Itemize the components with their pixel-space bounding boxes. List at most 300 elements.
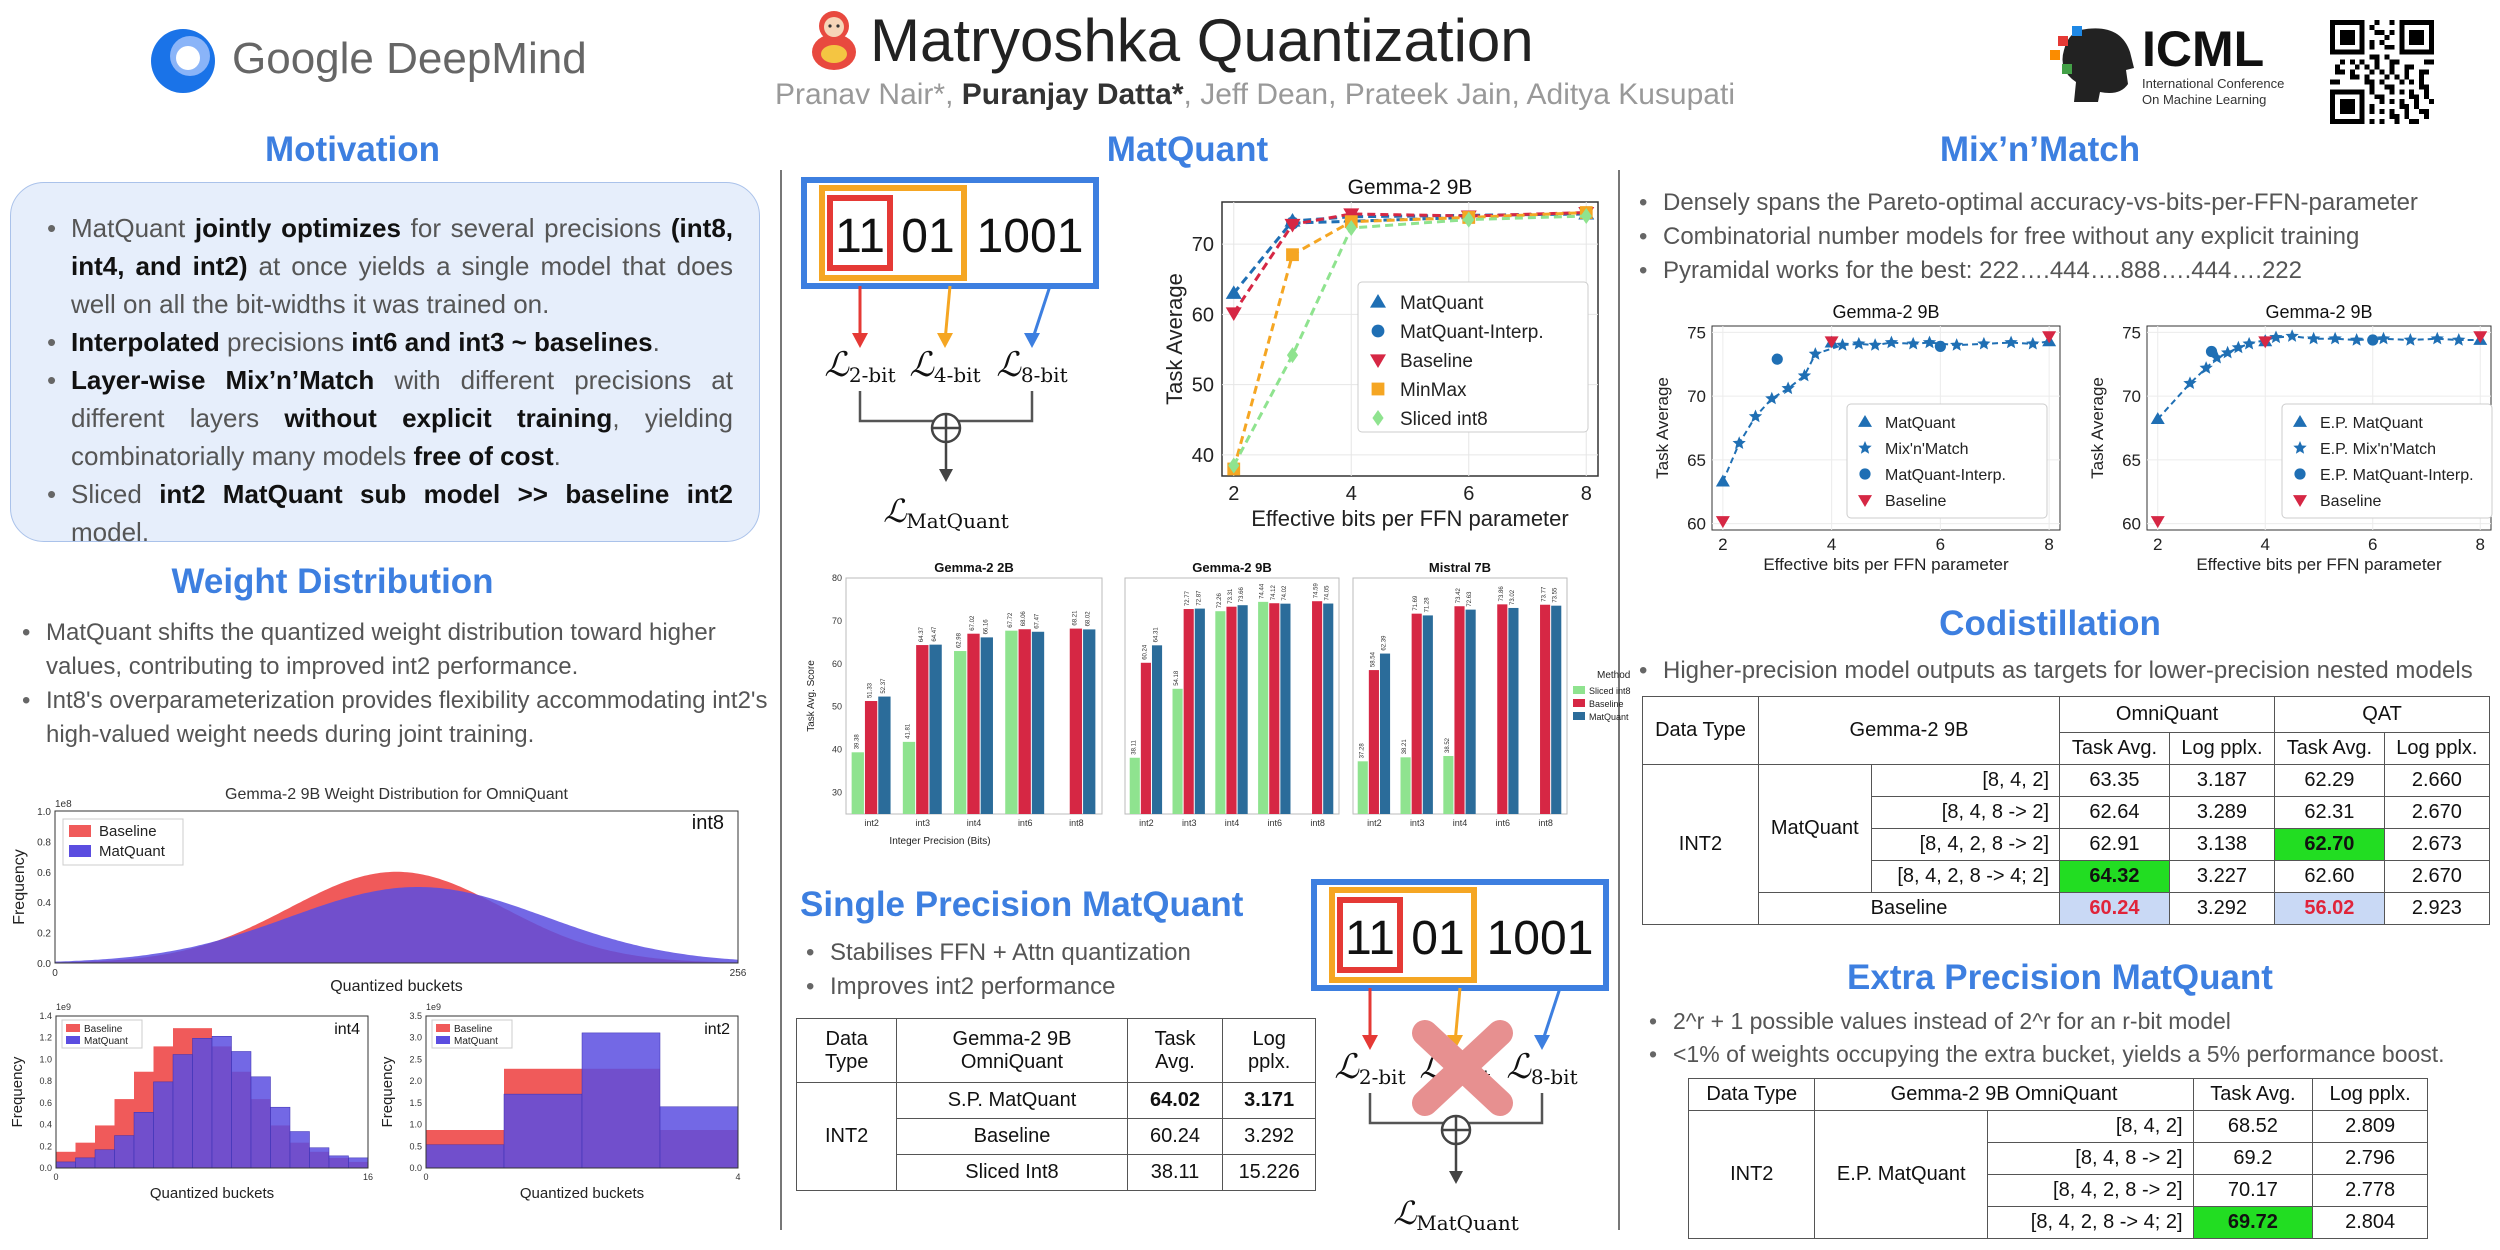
- weight-distribution-heading: Weight Distribution: [171, 562, 494, 601]
- bar: [1323, 604, 1333, 814]
- qr-module: [2330, 79, 2335, 84]
- bar-value-label: 73.77: [1541, 586, 1548, 602]
- qr-module: [2370, 70, 2375, 75]
- x-tick-label: 4: [1826, 535, 1837, 554]
- qr-module: [2409, 119, 2414, 124]
- bit-group-2: 11: [835, 210, 885, 263]
- motivation-bullet: [71, 323, 733, 361]
- table-header-cell: Log pplx.: [2313, 1079, 2428, 1111]
- table-cell: 2.670: [2384, 861, 2489, 893]
- qr-module: [2335, 65, 2340, 70]
- x-tick-label: 8: [1580, 483, 1592, 505]
- bar: [1005, 631, 1017, 814]
- qr-module: [2384, 84, 2389, 89]
- bar: [929, 645, 941, 814]
- qr-module: [2370, 89, 2375, 94]
- qr-module: [2355, 74, 2360, 79]
- qr-module: [2384, 55, 2389, 60]
- qr-module: [2389, 30, 2394, 35]
- table-cell: 62.29: [2275, 765, 2385, 797]
- y-axis-label: Task Average: [2088, 377, 2107, 479]
- qr-module: [2409, 89, 2414, 94]
- motivation-bullets: [41, 209, 733, 551]
- bar: [1238, 605, 1248, 814]
- bar-value-label: 72.63: [1467, 591, 1474, 607]
- table-header-cell: Data Type: [797, 1019, 897, 1083]
- data-point: [2367, 334, 2378, 345]
- matquant-bar: [95, 1150, 115, 1168]
- loss-symbol: ℒ: [909, 345, 934, 385]
- qr-module: [2384, 45, 2389, 50]
- table-cell: 60.24: [2060, 893, 2170, 925]
- loss-term: [1334, 1047, 1405, 1089]
- matquant-line-chart: [1130, 176, 1610, 536]
- y-tick-label: 2.0: [409, 1076, 422, 1087]
- qr-module: [2409, 94, 2414, 99]
- motivation-bullet-text: int2 MatQuant sub model >> baseline int2: [159, 479, 733, 509]
- loss-symbol: ℒ: [996, 345, 1021, 385]
- table-cell: Baseline: [897, 1119, 1127, 1155]
- x-tick-label: 2: [2153, 535, 2163, 554]
- bar: [1312, 601, 1322, 814]
- motivation-bullet-text: precisions: [219, 327, 352, 357]
- bar-value-label: 72.77: [1185, 591, 1192, 607]
- x-tick-label: 8: [2475, 535, 2485, 554]
- qr-module: [2404, 74, 2409, 79]
- chart-title: Gemma-2 9B: [1347, 176, 1473, 199]
- codistillation-heading: Codistillation: [1939, 604, 2161, 643]
- legend-label: Sliced int8: [1400, 409, 1488, 430]
- motivation-bullet-text: .: [652, 327, 660, 357]
- table-row: [1643, 893, 2490, 925]
- mixnmatch-heading: Mix’n’Match: [1939, 130, 2141, 169]
- qr-finder-core: [2409, 30, 2424, 45]
- axis-exponent: 1e9: [426, 1002, 442, 1012]
- table-cell: 3.171: [1223, 1083, 1316, 1119]
- table-header-cell: OmniQuant: [2060, 697, 2275, 733]
- table-cell: [8, 4, 2]: [1987, 1111, 2193, 1143]
- bar-value-label: 74.44: [1259, 583, 1266, 599]
- qr-module: [2360, 60, 2365, 65]
- bar: [1195, 609, 1205, 814]
- motivation-bullet-text: without explicit training: [284, 403, 613, 433]
- qr-module: [2389, 60, 2394, 65]
- qr-module: [2424, 84, 2429, 89]
- extra-precision-bullet: • 2^r + 1 possible values instead of 2^r for an r-bit model: [1673, 1005, 2445, 1038]
- data-type-cell: INT2: [1689, 1111, 1815, 1239]
- matquant-bar: [582, 1033, 660, 1168]
- column-divider-1: [780, 170, 782, 1230]
- y-tick-label: 50: [831, 701, 842, 712]
- y-tick-label: 60: [831, 658, 842, 669]
- y-tick-label: 60: [1191, 304, 1214, 327]
- motivation-bullet-text: Layer-wise Mix’n’Match: [71, 365, 375, 395]
- table-header-cell: Data Type: [1643, 697, 1759, 765]
- bar-value-label: 67.02: [970, 615, 976, 631]
- legend-label: Baseline: [84, 1024, 123, 1035]
- qr-module: [2409, 79, 2414, 84]
- table-cell: 3.289: [2169, 797, 2274, 829]
- matquant-bar: [134, 1112, 154, 1168]
- matquant-bar: [193, 1038, 213, 1168]
- table-cell: [8, 4, 2, 8 -> 4; 2]: [1871, 861, 2060, 893]
- icml-subtitle-2: On Machine Learning: [2142, 92, 2267, 107]
- table-cell: 64.32: [2060, 861, 2170, 893]
- qr-module: [2424, 114, 2429, 119]
- table-cell: 2.673: [2384, 829, 2489, 861]
- data-point: [1935, 341, 1946, 352]
- icml-logo: [2050, 20, 2290, 107]
- bar: [1369, 670, 1379, 814]
- data-point: [2206, 346, 2217, 357]
- arrow-line: [1032, 286, 1050, 341]
- x-tick-label: 2: [1228, 483, 1240, 505]
- qr-module: [2419, 79, 2424, 84]
- x-axis-label: Effective bits per FFN parameter: [1251, 506, 1569, 531]
- qr-module: [2389, 65, 2394, 70]
- extra-precision-heading: Extra Precision MatQuant: [1847, 958, 2273, 997]
- legend-label: Baseline: [99, 823, 157, 840]
- x-axis-label: Quantized buckets: [519, 1185, 645, 1202]
- matquant-bar: [310, 1148, 330, 1168]
- table-cell: 3.227: [2169, 861, 2274, 893]
- y-tick-label: 80: [831, 573, 842, 583]
- mixnmatch-chart-left: [1640, 300, 2070, 590]
- motivation-bullet-text: , yielding combinatorially many models: [71, 403, 733, 471]
- bar: [1497, 604, 1507, 814]
- matryoshka-doll-icon: [806, 6, 862, 72]
- y-tick-label: 0.2: [39, 1141, 52, 1152]
- bar: [1130, 758, 1140, 814]
- table-row: [1689, 1111, 2428, 1143]
- y-tick-label: 0.0: [409, 1163, 422, 1173]
- bar-value-label: 37.28: [1359, 743, 1366, 759]
- y-tick-label: 30: [831, 787, 842, 798]
- x-tick-label: 6: [2368, 535, 2378, 554]
- x-tick-label: int4: [966, 818, 982, 828]
- bar-value-label: 62.98: [956, 633, 963, 649]
- arrow-head: [939, 469, 953, 482]
- qr-module: [2375, 65, 2380, 70]
- x-tick-label: int4: [1452, 818, 1468, 828]
- motivation-bullet-text: jointly optimizes: [194, 213, 401, 243]
- bar: [903, 742, 915, 814]
- table-cell: [8, 4, 2, 8 -> 2]: [1987, 1175, 2193, 1207]
- y-tick-label: 3.5: [409, 1011, 422, 1021]
- table-cell: 69.2: [2193, 1143, 2313, 1175]
- baseline-label-cell: Baseline: [1758, 893, 2059, 925]
- weight-distribution-int8-chart: [10, 785, 750, 995]
- bar: [852, 752, 864, 814]
- motivation-bullet: [71, 475, 733, 551]
- qr-module: [2424, 60, 2429, 65]
- qr-module: [2350, 74, 2355, 79]
- table-header-cell: Log pplx.: [2384, 733, 2489, 765]
- x-axis-label: Quantized buckets: [149, 1185, 275, 1202]
- y-tick-label: 60: [2122, 514, 2141, 534]
- motivation-bullet-text: for several precisions: [400, 213, 671, 243]
- bar: [1215, 611, 1225, 814]
- author-name: Puranjay Datta*: [961, 78, 1184, 111]
- qr-module: [2399, 99, 2404, 104]
- qr-module: [2394, 74, 2399, 79]
- table-cell: 2.796: [2313, 1143, 2428, 1175]
- legend-label: Baseline: [1885, 493, 1947, 510]
- qr-module: [2389, 89, 2394, 94]
- x-tick-label: int2: [1139, 818, 1154, 828]
- bar: [1401, 757, 1411, 814]
- qr-code-icon[interactable]: [2330, 20, 2434, 124]
- y-tick-label: 65: [1687, 450, 1706, 470]
- bar-value-label: 66.16: [983, 619, 990, 635]
- y-axis-label: Frequency: [9, 1056, 26, 1128]
- legend-label: MatQuant: [84, 1036, 128, 1047]
- y-tick-label: 75: [1687, 323, 1706, 343]
- y-tick-label: 60: [1687, 514, 1706, 534]
- legend-swatch: [436, 1024, 450, 1032]
- loss-subscript: 2-bit: [1358, 1065, 1406, 1089]
- y-tick-label: 1.0: [39, 1054, 52, 1065]
- qr-module: [2380, 99, 2385, 104]
- qr-module: [2419, 84, 2424, 89]
- qr-module: [2404, 104, 2409, 109]
- bar: [1019, 629, 1031, 814]
- y-axis-label: Frequency: [379, 1056, 396, 1128]
- motivation-bullet-text: Sliced: [71, 479, 160, 509]
- qr-finder-core: [2340, 30, 2355, 45]
- qr-module: [2399, 89, 2404, 94]
- legend-label: MatQuant-Interp.: [1400, 322, 1544, 343]
- loss-symbol: ℒ: [1393, 1194, 1417, 1232]
- deepmind-logo-icon: [148, 26, 218, 96]
- legend-title: Method: [1597, 670, 1631, 681]
- x-tick-label: 256: [729, 968, 747, 979]
- x-tick-label: 4: [2260, 535, 2270, 554]
- bar: [1508, 608, 1518, 814]
- legend-label: Baseline: [454, 1024, 493, 1035]
- matquant-bar: [329, 1156, 349, 1168]
- y-tick-label: 0.0: [37, 959, 51, 970]
- total-loss: [1393, 1194, 1519, 1235]
- sp-bullet: • Improves int2 performance: [830, 970, 1191, 1004]
- icml-subtitle-1: International Conference: [2142, 76, 2285, 91]
- arrow-head: [1362, 1035, 1378, 1050]
- author-separator: ,: [1183, 78, 1201, 111]
- qr-module: [2399, 79, 2404, 84]
- x-axis-label: Quantized buckets: [330, 978, 463, 995]
- y-tick-label: 0.5: [409, 1141, 422, 1152]
- qr-module: [2414, 104, 2419, 109]
- chart-title: Gemma-2 9B: [1832, 302, 1940, 322]
- legend-swatch: [1573, 712, 1585, 720]
- table-header-cell: Log pplx.: [1223, 1019, 1316, 1083]
- x-tick-label: int6: [1267, 818, 1283, 828]
- bit-group-2: 11: [1345, 912, 1395, 965]
- matquant-bar: [212, 1036, 232, 1168]
- loss-subscript: MatQuant: [1416, 1211, 1519, 1235]
- qr-module: [2380, 94, 2385, 99]
- total-loss: [883, 492, 1009, 533]
- x-tick-label: int2: [1367, 818, 1382, 828]
- y-tick-label: 0.2: [37, 928, 51, 940]
- loss-term: [909, 345, 980, 387]
- qr-module: [2424, 89, 2429, 94]
- bar-value-label: 51.33: [867, 683, 874, 699]
- x-tick-label: int4: [1224, 818, 1240, 828]
- table-cell: 15.226: [1223, 1155, 1316, 1191]
- table-cell: 63.35: [2060, 765, 2170, 797]
- y-axis-label: Task Average: [1162, 273, 1187, 405]
- x-axis-label: Effective bits per FFN parameter: [1763, 555, 2009, 574]
- table-cell: 62.60: [2275, 861, 2385, 893]
- bar: [981, 637, 993, 814]
- qr-module: [2340, 60, 2345, 65]
- loss-subscript: 8-bit: [1530, 1065, 1578, 1089]
- extra-precision-table: [1688, 1078, 2428, 1239]
- legend-label: Mix'n'Match: [1885, 441, 1969, 458]
- bar: [1423, 615, 1433, 814]
- x-tick-label: 6: [1463, 483, 1475, 505]
- x-tick-label: int6: [1495, 818, 1511, 828]
- x-tick-label: 0: [423, 1172, 429, 1182]
- matquant-diagram: [800, 176, 1110, 546]
- bar-value-label: 71.28: [1424, 597, 1431, 613]
- arrow-line: [1455, 988, 1460, 1043]
- y-tick-label: 40: [1191, 444, 1214, 467]
- table-header-cell: Gemma-2 9B OmniQuant: [897, 1019, 1127, 1083]
- x-tick-label: int8: [1538, 818, 1553, 828]
- chart-title: Gemma-2 9B: [1192, 560, 1272, 575]
- loss-symbol: ℒ: [1506, 1047, 1531, 1087]
- legend-swatch: [1573, 686, 1585, 694]
- legend-label: MatQuant: [454, 1036, 498, 1047]
- matquant-bar: [660, 1107, 738, 1168]
- qr-module: [2370, 25, 2375, 30]
- motivation-bullet: [71, 361, 733, 475]
- bar: [1141, 663, 1151, 814]
- axis-exponent: 1e8: [55, 799, 72, 810]
- bar-value-label: 73.66: [1239, 587, 1246, 603]
- legend-label: MatQuant: [1589, 712, 1629, 722]
- weight-bullets: [16, 616, 776, 752]
- matquant-bar: [173, 1055, 193, 1168]
- bar-value-label: 58.54: [1370, 652, 1377, 668]
- legend-label: MatQuant: [99, 843, 165, 860]
- qr-module: [2389, 45, 2394, 50]
- chart-title: Mistral 7B: [1428, 560, 1492, 575]
- y-tick-label: 40: [831, 744, 842, 755]
- bar: [1269, 603, 1279, 814]
- table-header-cell: Task Avg.: [2060, 733, 2170, 765]
- y-tick-label: 0.6: [39, 1097, 52, 1108]
- table-cell: 3.292: [1223, 1119, 1316, 1155]
- x-axis-label: Integer Precision (Bits): [889, 836, 991, 847]
- legend-swatch: [66, 1036, 80, 1044]
- qr-module: [2384, 74, 2389, 79]
- y-tick-label: 1.4: [39, 1011, 52, 1021]
- qr-module: [2375, 60, 2380, 65]
- weight-distribution-int4-chart: [10, 1000, 380, 1200]
- table-cell: 2.660: [2384, 765, 2489, 797]
- y-tick-label: 65: [2122, 450, 2141, 470]
- motivation-bullet-text: MatQuant: [71, 213, 195, 243]
- matquant-bar: [56, 1162, 76, 1168]
- deepmind-logo: [148, 24, 587, 98]
- single-precision-bullets: [800, 936, 1191, 1004]
- bar-value-label: 74.02: [1281, 585, 1288, 601]
- table-cell: Sliced Int8: [897, 1155, 1127, 1191]
- qr-module: [2394, 119, 2399, 124]
- chart-tag: int4: [334, 1021, 360, 1038]
- qr-module: [2424, 94, 2429, 99]
- matquant-heading: MatQuant: [1106, 130, 1269, 169]
- motivation-bullet: [71, 209, 733, 323]
- qr-module: [2380, 30, 2385, 35]
- arrow-line: [945, 286, 950, 341]
- bar: [954, 651, 966, 814]
- table-cell: S.P. MatQuant: [897, 1083, 1127, 1119]
- bar: [1083, 629, 1095, 814]
- qr-module: [2419, 70, 2424, 75]
- matquant-bar: [251, 1077, 271, 1168]
- legend-label: E.P. Mix'n'Match: [2320, 441, 2437, 458]
- table-cell: 62.91: [2060, 829, 2170, 861]
- table-cell: 69.72: [2193, 1207, 2313, 1239]
- mixnmatch-chart-right: [2075, 300, 2500, 590]
- weight-bullet: • MatQuant shifts the quantized weight distribution toward higher values, contributing to improved int2 performance.: [46, 616, 776, 684]
- qr-module: [2370, 79, 2375, 84]
- loss-term: [824, 345, 895, 387]
- qr-module: [2350, 70, 2355, 75]
- loss-subscript: 4-bit: [933, 363, 981, 387]
- icml-head-icon: [2050, 22, 2140, 102]
- y-tick-label: 0.4: [37, 898, 51, 910]
- author-list: [600, 78, 1910, 112]
- bar-value-label: 52.37: [880, 678, 887, 694]
- matquant-bar: [76, 1158, 96, 1168]
- y-tick-label: 0.4: [39, 1119, 52, 1130]
- bar-value-label: 73.42: [1456, 588, 1462, 604]
- qr-module: [2389, 70, 2394, 75]
- loss-term: [1506, 1047, 1577, 1089]
- y-tick-label: 0.6: [37, 867, 51, 879]
- bit-group-4: 01: [901, 210, 955, 263]
- arrow-head: [1024, 333, 1040, 348]
- qr-module: [2370, 45, 2375, 50]
- arrow-head: [1449, 1171, 1463, 1184]
- legend-swatch: [66, 1024, 80, 1032]
- icml-title: ICML: [2142, 21, 2265, 77]
- y-tick-label: 0.8: [39, 1076, 52, 1087]
- table-header-cell: Task Avg.: [2193, 1079, 2313, 1111]
- bar: [1070, 629, 1082, 814]
- page-title: Matryoshka Quantization: [870, 7, 1534, 74]
- author-separator: ,: [1328, 78, 1345, 111]
- legend-swatch: [69, 825, 91, 837]
- qr-module: [2429, 99, 2434, 104]
- qr-module: [2404, 109, 2409, 114]
- table-cell: [8, 4, 8 -> 2]: [1871, 797, 2060, 829]
- x-tick-label: int3: [915, 818, 931, 828]
- bar: [967, 634, 979, 814]
- qr-module: [2355, 65, 2360, 70]
- table-header-cell: Gemma-2 9B: [1758, 697, 2059, 765]
- table-cell: 38.11: [1127, 1155, 1223, 1191]
- author-name: Aditya Kusupati: [1526, 78, 1735, 111]
- matquant-bar: [232, 1051, 252, 1168]
- y-tick-label: 1.2: [39, 1032, 52, 1043]
- bar: [1443, 756, 1453, 814]
